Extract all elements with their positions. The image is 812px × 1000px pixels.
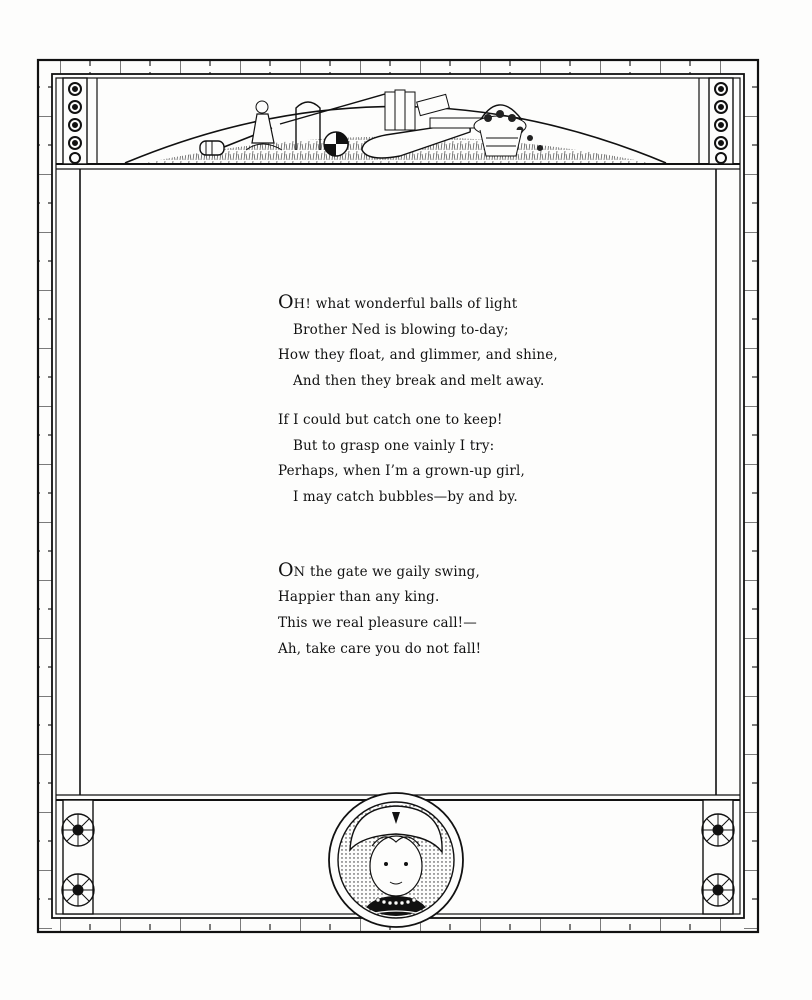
poem-line: If I could but catch one to keep! <box>278 411 503 428</box>
girl-portrait-medallion <box>329 793 463 927</box>
poem-line: Ah, take care you do not fall! <box>278 640 482 657</box>
bottom-left-ornament <box>62 800 94 914</box>
drop-initial: O <box>278 291 294 313</box>
poem-line: Happier than any king. <box>278 589 440 606</box>
poem-line: OH! what wonderful balls of light <box>278 291 518 313</box>
poem-line: Brother Ned is blowing to-day; <box>293 321 509 338</box>
poem-text <box>278 290 698 662</box>
drop-initial: O <box>278 558 294 581</box>
poem-gate <box>278 558 698 663</box>
poem-line: Perhaps, when I’m a grown-up girl, <box>278 463 525 480</box>
poem-line: And then they break and melt away. <box>293 373 545 390</box>
stanza-2 <box>278 408 698 511</box>
poem-bubbles <box>278 290 698 511</box>
poem-line: But to grasp one vainly I try: <box>293 437 495 454</box>
poem-line: How they float, and glimmer, and shine, <box>278 347 558 364</box>
stanza-1 <box>278 290 698 395</box>
bottom-right-ornament <box>702 800 734 914</box>
poem-line: ON the gate we gaily swing, <box>278 558 480 581</box>
poem-line: I may catch bubbles—by and by. <box>293 488 518 505</box>
poem-line: This we real pleasure call!— <box>278 615 477 632</box>
